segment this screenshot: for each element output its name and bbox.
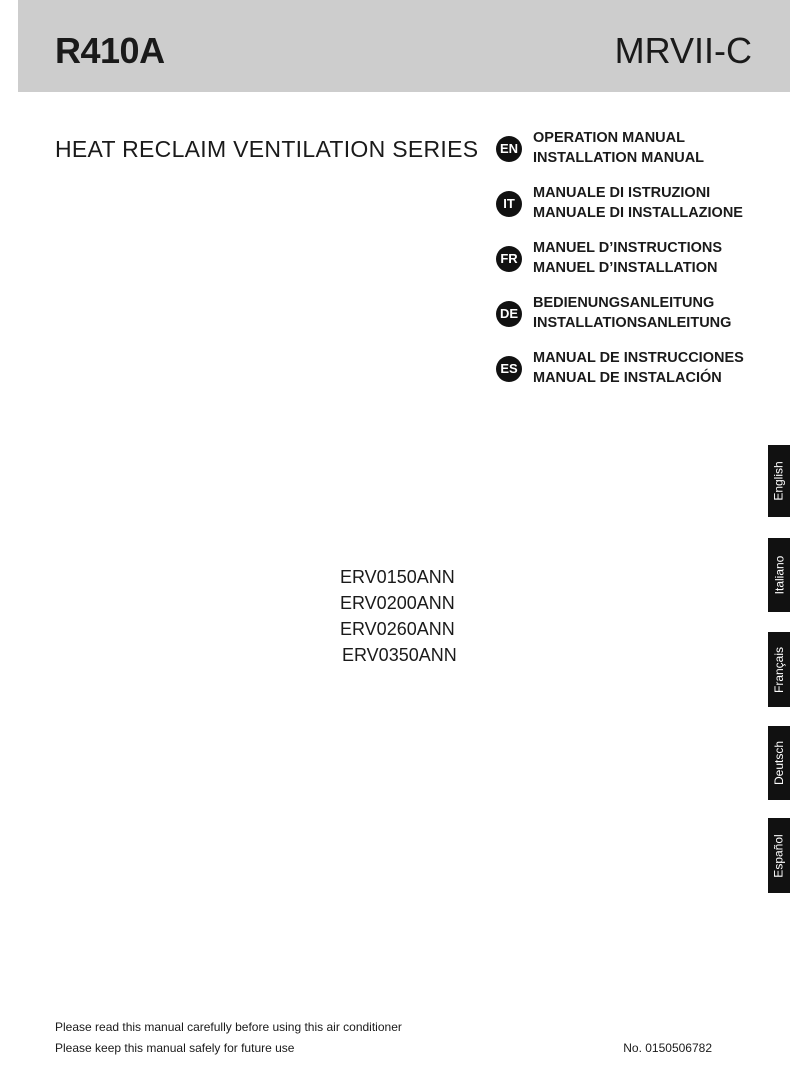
manual-entry-fr: [496, 238, 786, 293]
manual-entry-it: [496, 183, 786, 238]
language-tab-deutsch[interactable]: [768, 726, 790, 800]
series-title: HEAT RECLAIM VENTILATION SERIES: [55, 136, 479, 162]
manual-title-line: MANUALE DI ISTRUZIONI: [533, 185, 711, 201]
manual-title-line: MANUAL DE INSTRUCCIONES: [533, 350, 744, 366]
language-badge-de: DE: [496, 301, 522, 327]
manual-title-line: MANUEL D’INSTRUCTIONS: [533, 240, 723, 256]
language-badge-it: IT: [496, 191, 522, 217]
manual-title-line: INSTALLATION MANUAL: [533, 150, 705, 166]
language-tab-english[interactable]: [768, 445, 790, 517]
model-number: ERV0260ANN: [340, 619, 455, 639]
language-tab-francais[interactable]: [768, 632, 790, 707]
manual-list: [496, 128, 786, 403]
language-tab-label: Deutsch: [772, 740, 786, 786]
model-number: ERV0350ANN: [342, 645, 457, 665]
refrigerant-label: R410A: [55, 30, 165, 71]
manual-title-line: MANUEL D’INSTALLATION: [533, 260, 718, 276]
language-badge-en: EN: [496, 136, 522, 162]
language-tab-label: Español: [772, 833, 786, 878]
manual-title-line: MANUAL DE INSTALACIÓN: [533, 370, 722, 386]
model-number: ERV0200ANN: [340, 593, 455, 613]
manual-entry-en: [496, 128, 786, 183]
footer-note-keep: Please keep this manual safely for future use: [55, 1041, 295, 1055]
language-tab-label: English: [772, 461, 787, 501]
manual-entry-es: [496, 348, 786, 403]
language-tab-espanol[interactable]: [768, 818, 790, 893]
model-family-label: MRVII-C: [614, 30, 752, 71]
manual-title-line: MANUALE DI INSTALLAZIONE: [533, 205, 743, 221]
footer-note-read: Please read this manual carefully before using this air conditioner: [55, 1020, 402, 1034]
language-tab-italiano[interactable]: [768, 538, 790, 612]
language-tab-label: Italiano: [772, 555, 787, 595]
manual-entry-de: [496, 293, 786, 348]
model-number: ERV0150ANN: [340, 567, 455, 587]
language-badge-fr: FR: [496, 246, 522, 272]
manual-title-line: BEDIENUNGSANLEITUNG: [533, 295, 715, 311]
document-number: No. 0150506782: [623, 1041, 712, 1055]
language-badge-es: ES: [496, 356, 522, 382]
model-list: [340, 564, 457, 668]
manual-title-line: OPERATION MANUAL: [533, 130, 685, 146]
language-tab-label: Français: [772, 646, 787, 693]
manual-title-line: INSTALLATIONSANLEITUNG: [533, 315, 732, 331]
